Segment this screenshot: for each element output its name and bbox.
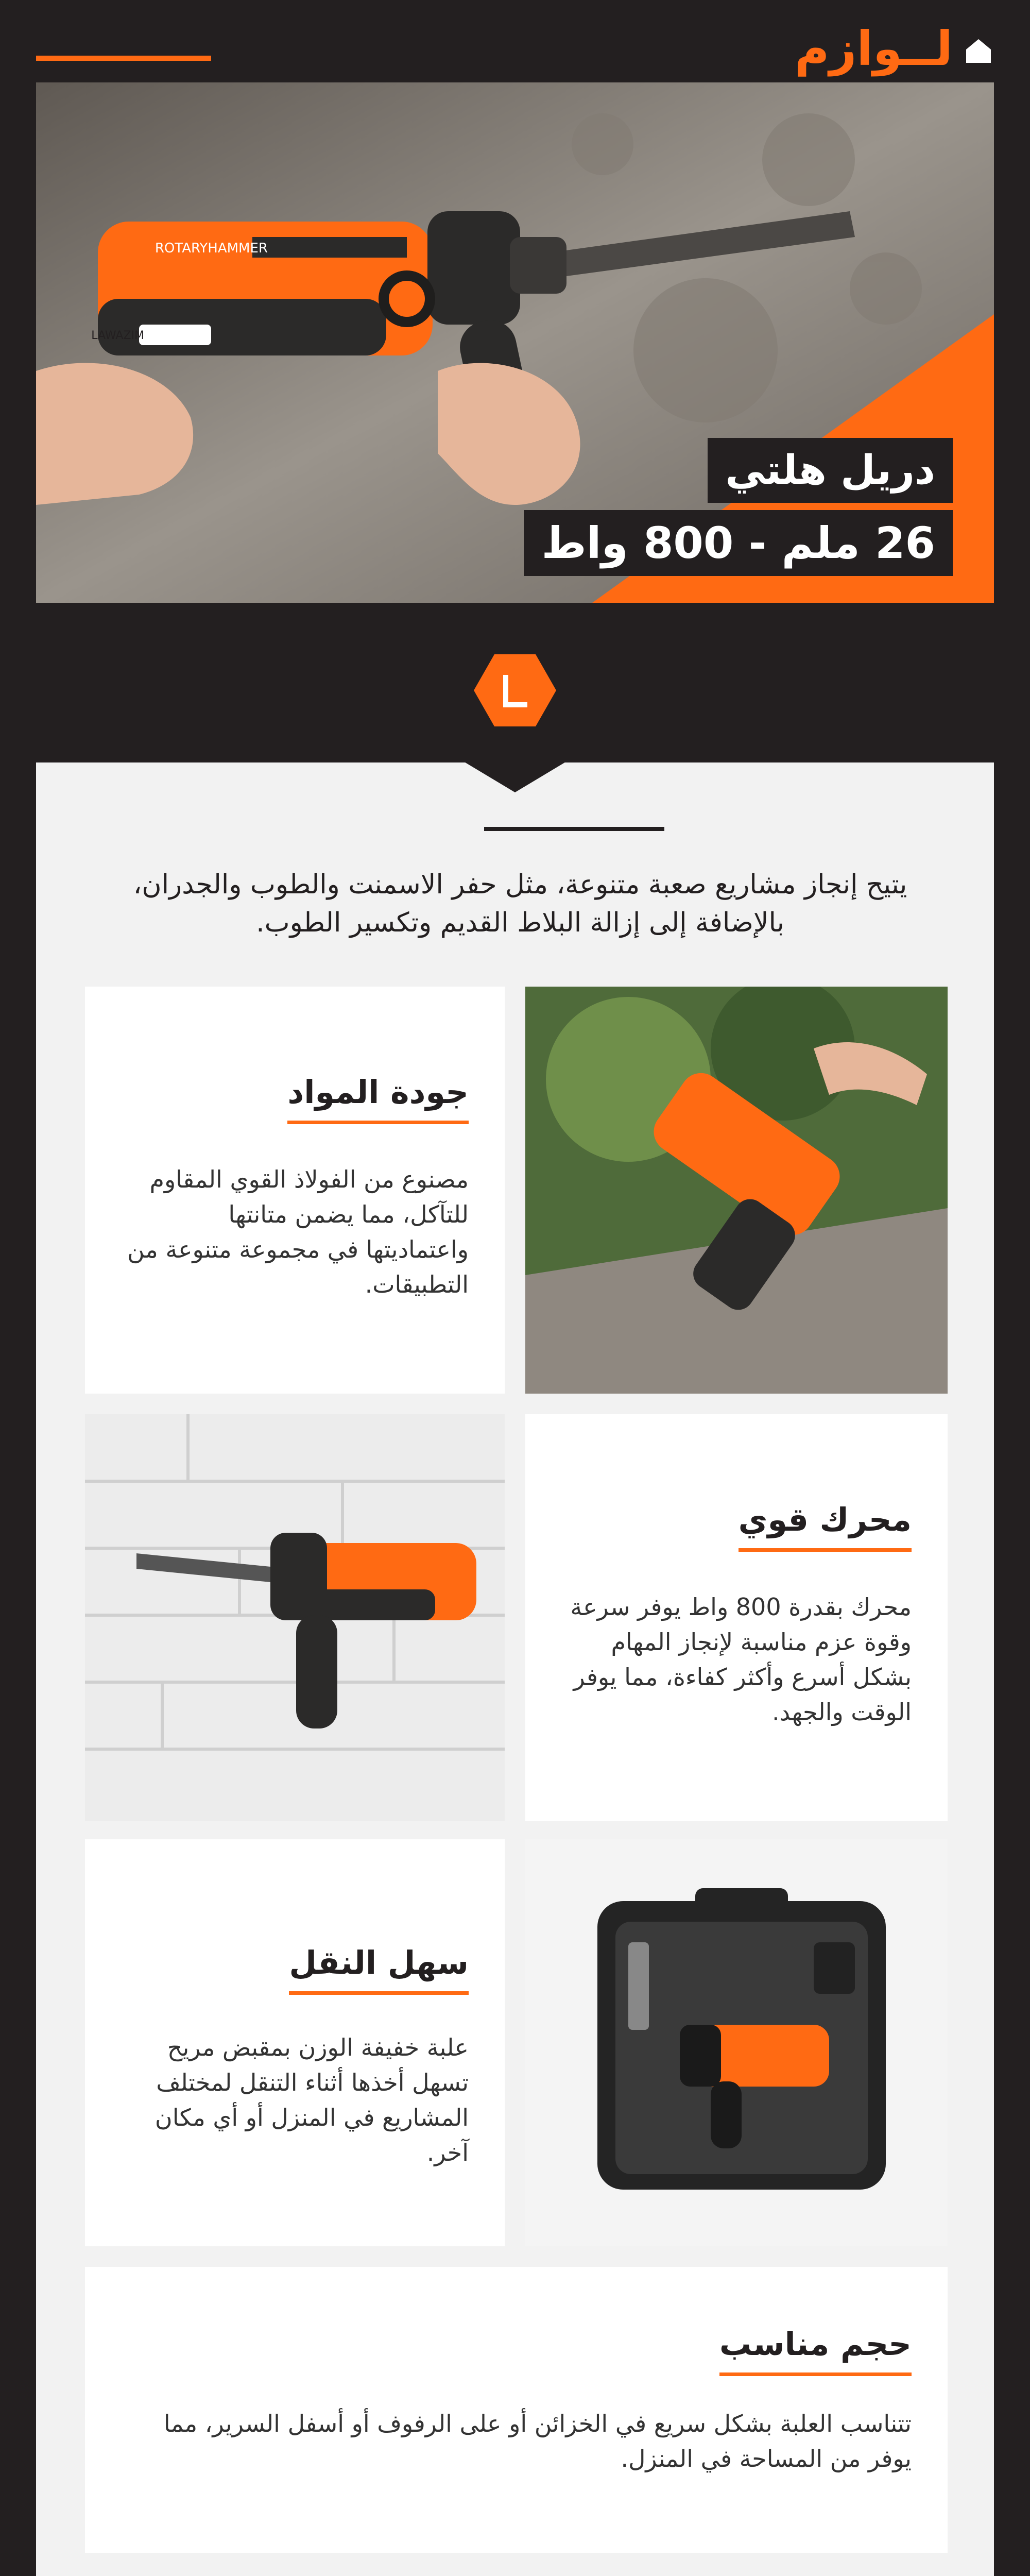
feature-card-portable (85, 1839, 505, 2246)
feature-title: حجم مناسب (719, 2324, 912, 2365)
feature-photo-case (525, 1839, 948, 2246)
intro-text: يتيح إنجاز مشاريع صعبة متنوعة، مثل حفر الاسمنت والطوب والجدران، بالإضافة إلى إزالة البلاط القديم وتكسير الطوب. (133, 869, 907, 938)
panel-divider (484, 827, 664, 831)
brand-logo (767, 21, 994, 77)
feature-title: محرك قوي (739, 1499, 912, 1540)
house-logo-icon (963, 35, 994, 66)
header-divider (36, 56, 211, 61)
hero-spec: 26 ملم - 800 واط (524, 510, 953, 576)
hero-banner (36, 82, 994, 603)
hero-tool-label: ROTARYHAMMER (154, 241, 268, 256)
feature-card-motor (525, 1414, 948, 1821)
feature-text: تتناسب العلبة بشكل سريع في الخزائن أو على الرفوف أو أسفل السرير، مما يوفر من المساحة في المنزل. (163, 2410, 912, 2472)
feature-title: سهل النقل (289, 1942, 469, 1984)
feature-photo-materials (525, 987, 948, 1394)
feature-text: علبة خفيفة الوزن بمقبض مريح تسهل أخذها أثناء التنقل لمختلف المشاريع في المنزل أو أي مكان آخر. (154, 2033, 469, 2166)
feature-card-size (85, 2267, 948, 2553)
hero-title: دريل هلتي (708, 438, 953, 503)
feature-photo-motor (85, 1414, 505, 1821)
hero-brand-mark: LAWAZIM (91, 329, 144, 342)
feature-text: محرك بقدرة 800 واط يوفر سرعة وقوة عزم مناسبة لإنجاز المهام بشكل أسرع وأكثر كفاءة، مما يوفر الوقت والجهد. (570, 1593, 912, 1726)
feature-title: جودة المواد (287, 1072, 469, 1113)
panel-notch (464, 761, 566, 792)
feature-text: مصنوع من الفولاذ القوي المقاوم للتآكل، مما يضمن متانتها واعتماديتها في مجموعة متنوعة من التطبيقات. (127, 1165, 469, 1298)
logo-text: لــوازم (794, 21, 953, 76)
brand-l-icon (474, 654, 556, 726)
feature-card-materials (85, 987, 505, 1394)
